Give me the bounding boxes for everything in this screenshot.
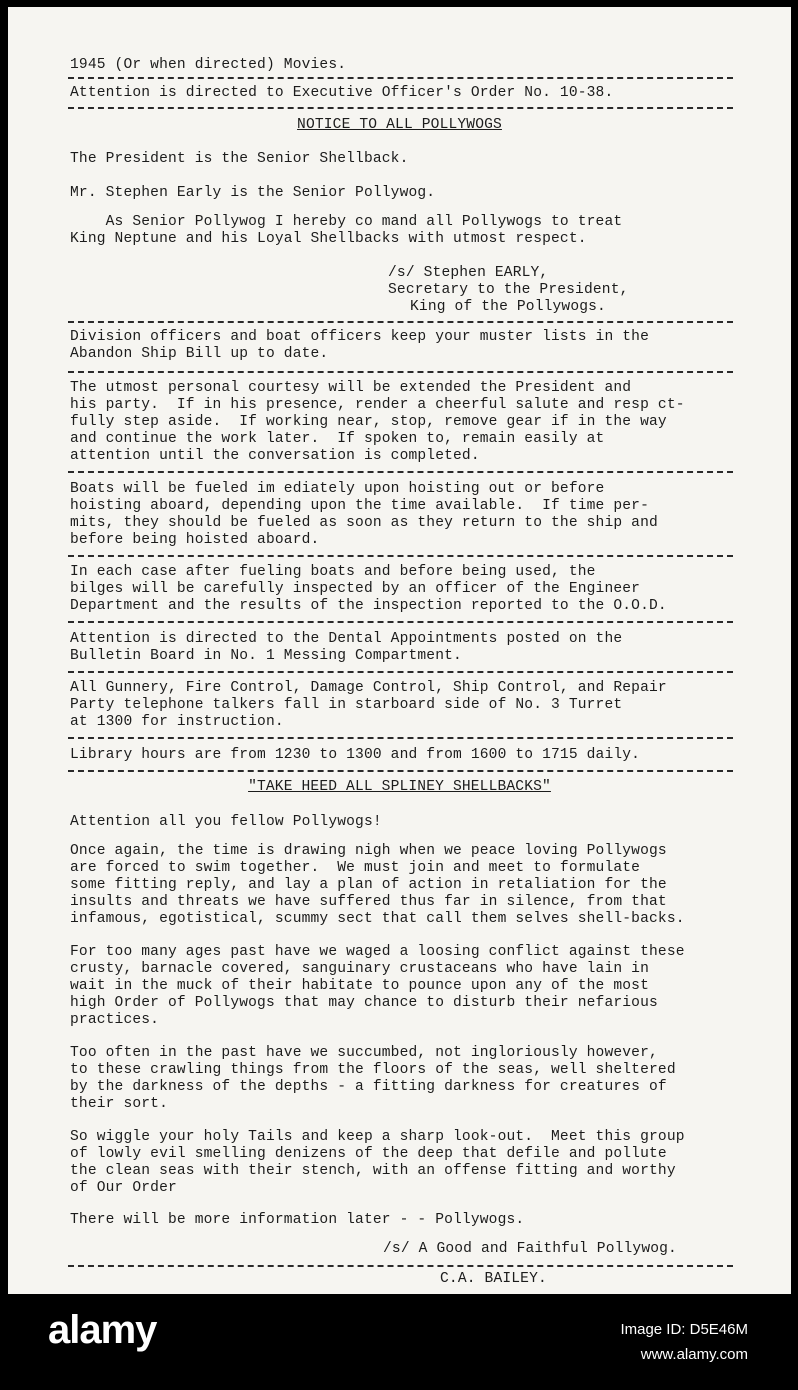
para3-line: their sort.	[70, 1096, 168, 1112]
para2-line: high Order of Pollywogs that may chance to disturb their nefarious	[70, 995, 658, 1011]
notice-signature-name: /s/ Stephen EARLY,	[388, 265, 549, 281]
divider	[68, 321, 733, 323]
para4-line: of lowly evil smelling denizens of the deep that defile and pollute	[70, 1146, 667, 1162]
para1-line: are forced to swim together. We must join and meet to formulate	[70, 860, 641, 876]
document-page	[8, 7, 791, 1294]
division-line: Abandon Ship Bill up to date.	[70, 346, 329, 362]
courtesy-line: and continue the work later. If spoken to, remain easily at	[70, 431, 605, 447]
notice-signature-role: King of the Pollywogs.	[410, 299, 606, 315]
gunnery-line: All Gunnery, Fire Control, Damage Control, Ship Control, and Repair	[70, 680, 667, 696]
courtesy-line: attention until the conversation is completed.	[70, 448, 480, 464]
notice-title: NOTICE TO ALL POLLYWOGS	[297, 117, 502, 133]
bilges-line: Department and the results of the inspection reported to the O.O.D.	[70, 598, 667, 614]
notice-p3-line: King Neptune and his Loyal Shellbacks with utmost respect.	[70, 231, 587, 247]
divider	[68, 737, 733, 739]
divider	[68, 371, 733, 373]
para2-line: crusty, barnacle covered, sanguinary crustaceans who have lain in	[70, 961, 649, 977]
courtesy-line: fully step aside. If working near, stop, remove gear if in the way	[70, 414, 667, 430]
author-name: C.A. BAILEY.	[440, 1271, 547, 1287]
para1-line: infamous, egotistical, scummy sect that call them selves shell-backs.	[70, 911, 685, 927]
notice-signature-title: Secretary to the President,	[388, 282, 629, 298]
dental-line: Bulletin Board in No. 1 Messing Compartment.	[70, 648, 462, 664]
watermark-image-id: Image ID: D5E46M	[620, 1321, 748, 1338]
divider	[68, 471, 733, 473]
para2-line: practices.	[70, 1012, 160, 1028]
notice-p1: The President is the Senior Shellback.	[70, 151, 409, 167]
bilges-line: In each case after fueling boats and before being used, the	[70, 564, 596, 580]
more-info-line: There will be more information later - - Pollywogs.	[70, 1212, 525, 1228]
spliney-greeting: Attention all you fellow Pollywogs!	[70, 814, 382, 830]
exec-order-line: Attention is directed to Executive Officer's Order No. 10-38.	[70, 85, 614, 101]
divider	[68, 555, 733, 557]
boats-line: before being hoisted aboard.	[70, 532, 320, 548]
para4-line: the clean seas with their stench, with an offense fitting and worthy	[70, 1163, 676, 1179]
para1-line: insults and threats we have suffered thus far in silence, from that	[70, 894, 667, 910]
boats-line: Boats will be fueled im ediately upon hoisting out or before	[70, 481, 605, 497]
spliney-title: "TAKE HEED ALL SPLINEY SHELLBACKS"	[248, 779, 551, 795]
closing-signature: /s/ A Good and Faithful Pollywog.	[383, 1241, 677, 1257]
bilges-line: bilges will be carefully inspected by an officer of the Engineer	[70, 581, 641, 597]
divider	[68, 107, 733, 109]
gunnery-line: Party telephone talkers fall in starboard side of No. 3 Turret	[70, 697, 623, 713]
boats-line: mits, they should be fueled as soon as they return to the ship and	[70, 515, 658, 531]
para4-line: So wiggle your holy Tails and keep a sharp look-out. Meet this group	[70, 1129, 685, 1145]
library-hours: Library hours are from 1230 to 1300 and from 1600 to 1715 daily.	[70, 747, 641, 763]
divider	[68, 1265, 733, 1267]
watermark-site: www.alamy.com	[640, 1346, 748, 1363]
gunnery-line: at 1300 for instruction.	[70, 714, 284, 730]
division-line: Division officers and boat officers keep your muster lists in the	[70, 329, 649, 345]
para1-line: some fitting reply, and lay a plan of action in retaliation for the	[70, 877, 667, 893]
para2-line: wait in the muck of their habitate to pounce upon any of the most	[70, 978, 649, 994]
para3-line: by the darkness of the depths - a fitting darkness for creatures of	[70, 1079, 667, 1095]
divider	[68, 671, 733, 673]
divider	[68, 621, 733, 623]
divider	[68, 770, 733, 772]
para1-line: Once again, the time is drawing nigh when we peace loving Pollywogs	[70, 843, 667, 859]
notice-p3-line: As Senior Pollywog I hereby co mand all Pollywogs to treat	[70, 214, 623, 230]
dental-line: Attention is directed to the Dental Appointments posted on the	[70, 631, 623, 647]
courtesy-line: The utmost personal courtesy will be extended the President and	[70, 380, 632, 396]
divider	[68, 77, 733, 79]
courtesy-line: his party. If in his presence, render a cheerful salute and resp ct-	[70, 397, 685, 413]
para2-line: For too many ages past have we waged a loosing conflict against these	[70, 944, 685, 960]
para3-line: Too often in the past have we succumbed, not ingloriously however,	[70, 1045, 658, 1061]
watermark-logo: alamy	[48, 1308, 157, 1352]
notice-p2: Mr. Stephen Early is the Senior Pollywog.	[70, 185, 436, 201]
boats-line: hoisting aboard, depending upon the time available. If time per-	[70, 498, 649, 514]
para4-line: of Our Order	[70, 1180, 177, 1196]
movies-line: 1945 (Or when directed) Movies.	[70, 57, 347, 73]
para3-line: to these crawling things from the floors of the seas, well sheltered	[70, 1062, 676, 1078]
